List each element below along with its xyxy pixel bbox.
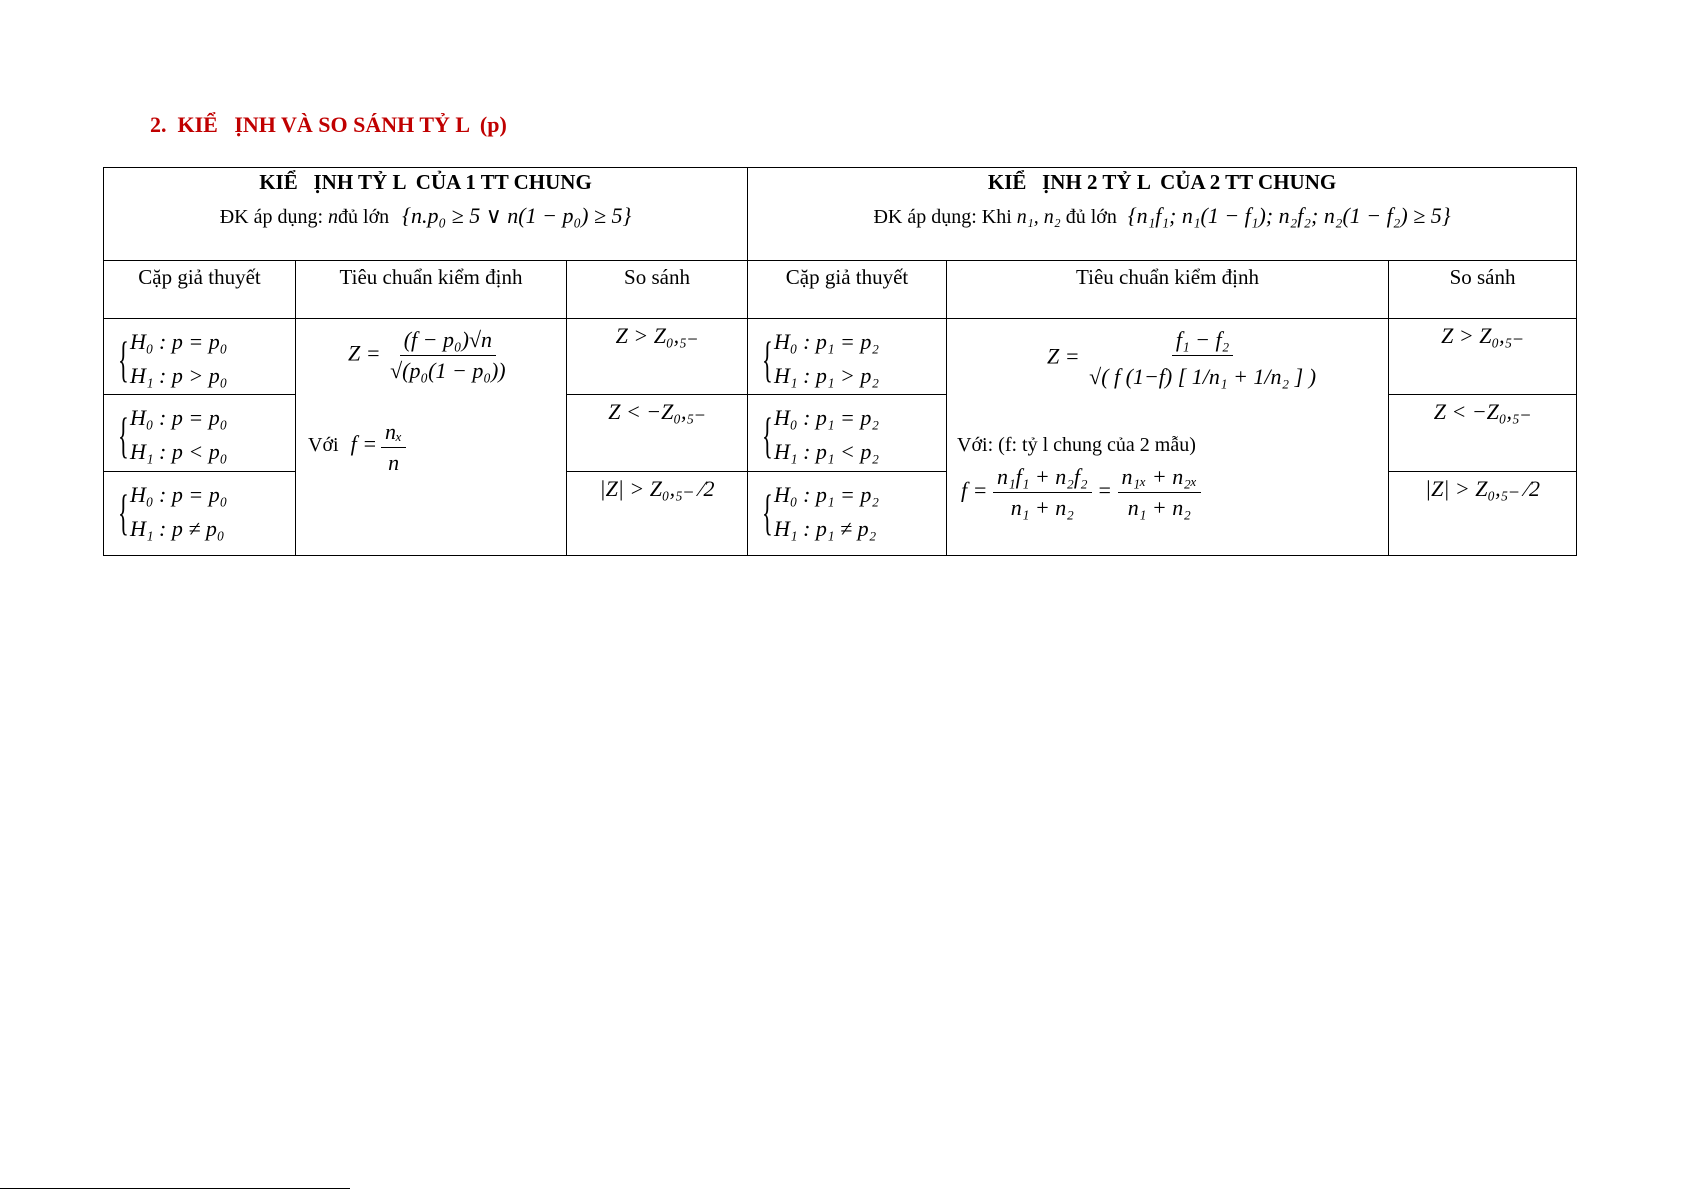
brace-icon: { xyxy=(762,331,773,387)
right-f-fraction-2: $\frac{\text{n₁ₓ + n₂ₓ}}{\text{n₁ + n₂}}$ xyxy=(1118,464,1202,521)
left-section-header xyxy=(104,168,748,261)
brace-icon: { xyxy=(118,484,129,540)
col-head-hypothesis-right: Cặp giả thuyết xyxy=(748,261,947,319)
col-head-criterion-right: Tiêu chuẩn kiểm định xyxy=(947,261,1389,319)
col-head-compare-left: So sánh xyxy=(567,261,748,319)
left-compare-cell: Z > Z₀,₅₋ xyxy=(567,319,748,395)
col-head-criterion-left: Tiêu chuẩn kiểm định xyxy=(296,261,567,319)
right-section-condition: ĐK áp dụng: Khi n₁, n₂ đủ lớn {n₁f₁; n₁(1 − f₁); n₂f₂; n₂(1 − f₂) ≥ 5} xyxy=(873,203,1451,228)
brace-icon: { xyxy=(762,484,773,540)
right-hypothesis-cell: { H₀ : p₁ = p₂ H₁ : p₁ < p₂ xyxy=(748,395,947,472)
right-with-note: Với: (f: tỷ l chung của 2 mẫu) xyxy=(957,434,1196,456)
section-heading: 2. KIỂ ỊNH VÀ SO SÁNH TỶ L (p) xyxy=(150,112,507,137)
proportion-test-table xyxy=(103,167,1577,556)
brace-icon: { xyxy=(762,407,773,463)
right-section-title: KIỂ ỊNH 2 TỶ L CỦA 2 TT CHUNG xyxy=(987,170,1337,194)
right-compare-cell: Z > Z₀,₅₋ xyxy=(1389,319,1577,395)
brace-icon: { xyxy=(118,331,129,387)
right-compare-cell: Z < −Z₀,₅₋ xyxy=(1389,395,1577,472)
left-hypothesis-cell: { H₀ : p = p₀ H₁ : p < p₀ xyxy=(104,395,296,472)
right-compare-cell: |Z| > Z₀,₅₋ ⁄2 xyxy=(1389,472,1577,556)
right-f-formula: f = $\frac{\text{n₁f₁ + n₂f₂}}{\text{n₁ + n₂}}$ = $\frac{\text{n₁ₓ + n₂ₓ}}{\text{n₁ + n₂}}$ xyxy=(961,464,1201,521)
left-hypothesis-cell: { H₀ : p = p₀ H₁ : p > p₀ xyxy=(104,319,296,395)
left-compare-cell: |Z| > Z₀,₅₋ ⁄2 xyxy=(567,472,748,556)
right-hypothesis-cell: { H₀ : p₁ = p₂ H₁ : p₁ ≠ p₂ xyxy=(748,472,947,556)
left-compare-cell: Z < −Z₀,₅₋ xyxy=(567,395,748,472)
right-section-header xyxy=(748,168,1577,261)
right-z-formula: Z = $\frac{\text{f₁ − f₂}}{\text{√( f (1−f) [ 1/n₁ + 1/n₂ ] )}}$ xyxy=(1047,327,1320,390)
left-f-formula: Với f = $\frac{\text{nₓ}}{n}$ xyxy=(308,419,406,476)
footer-rule xyxy=(0,1188,350,1189)
brace-icon: { xyxy=(118,407,129,463)
left-section-condition: ĐK áp dụng: nđủ lớn {n.p₀ ≥ 5 ∨ n(1 − p₀) ≥ 5} xyxy=(219,203,632,228)
right-f-fraction-1: $\frac{\text{n₁f₁ + n₂f₂}}{\text{n₁ + n₂}}$ xyxy=(993,464,1092,521)
left-f-fraction: $\frac{\text{nₓ}}{n}$ xyxy=(381,419,406,476)
col-head-compare-right: So sánh xyxy=(1389,261,1577,319)
right-hypothesis-cell: { H₀ : p₁ = p₂ H₁ : p₁ > p₂ xyxy=(748,319,947,395)
left-hypothesis-cell: { H₀ : p = p₀ H₁ : p ≠ p₀ xyxy=(104,472,296,556)
left-z-fraction: $\frac{\text{(f − p₀)√n}}{\text{√(p₀(1 − p₀))}}$ xyxy=(390,327,506,383)
col-head-hypothesis-left: Cặp giả thuyết xyxy=(104,261,296,319)
right-z-fraction: $\frac{\text{f₁ − f₂}}{\text{√( f (1−f) [ 1/n₁ + 1/n₂ ] )}}$ xyxy=(1089,327,1317,389)
left-section-title: KIỂ ỊNH TỶ L CỦA 1 TT CHUNG xyxy=(259,170,592,194)
left-criterion-cell xyxy=(296,319,567,556)
right-criterion-cell xyxy=(947,319,1389,556)
left-z-formula: Z = $\frac{\text{(f − p₀)√n}}{\text{√(p₀(1 − p₀))}}$ xyxy=(348,327,510,384)
